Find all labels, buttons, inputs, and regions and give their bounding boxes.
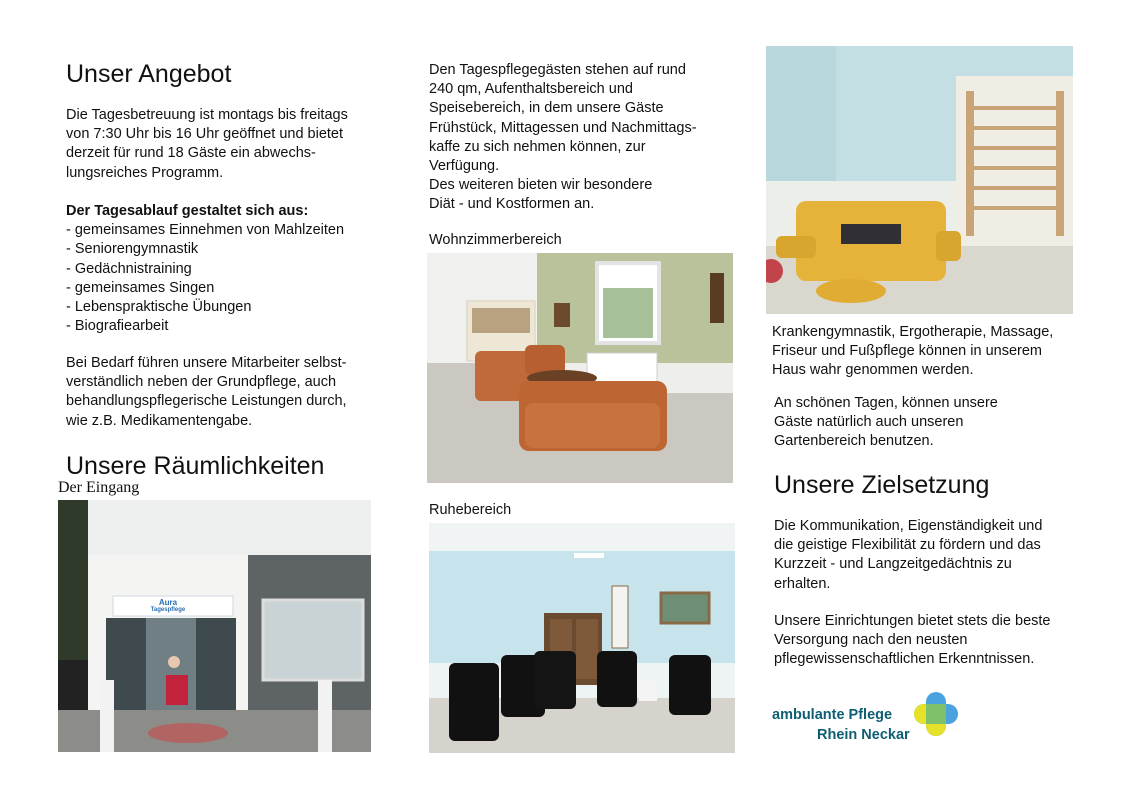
list-item: - Biografiearbeit bbox=[66, 318, 169, 335]
tagesablauf-section bbox=[66, 202, 396, 336]
logo-line2: Rhein Neckar bbox=[817, 727, 910, 743]
list-item: - Gedächnistraining bbox=[66, 260, 192, 277]
heading-zielsetzung: Unsere Zielsetzung bbox=[774, 471, 990, 499]
list-item: - Seniorengymnastik bbox=[66, 241, 199, 258]
entrance-sign bbox=[138, 599, 198, 614]
heading-unser-angebot: Unser Angebot bbox=[66, 60, 232, 88]
bedarf-text: Bei Bedarf führen unsere Mitarbeiter selbst- verständlich neben der Grundpflege, auch behandlungspflegerische Leistungen durch, wie z.B. Medikamentengabe. bbox=[66, 355, 347, 429]
heading-raeumlichkeiten: Unsere Räumlichkeiten bbox=[66, 452, 325, 480]
therapie-text: Krankengymnastik, Ergotherapie, Massage, Friseur und Fußpflege können in unserem Haus wahr genommen werden. bbox=[772, 324, 1054, 379]
garten-text: An schönen Tagen, können unsere Gäste natürlich auch unseren Gartenbereich benutzen. bbox=[774, 395, 998, 450]
wohnzimmer-caption: Wohnzimmerbereich bbox=[429, 232, 562, 248]
list-item: - gemeinsames Einnehmen von Mahlzeiten bbox=[66, 222, 345, 239]
zielsetzung-text-1: Die Kommunikation, Eigenständigkeit und die geistige Flexibilität zu fördern und das Kurzzeit - und Langzeitgedächtnis zu erhalten. bbox=[774, 518, 1043, 592]
ruhe-caption: Ruhebereich bbox=[429, 502, 512, 518]
living-room-photo bbox=[427, 253, 733, 483]
logo-cross-icon bbox=[912, 690, 960, 738]
entrance-sign-name: Aura bbox=[158, 598, 178, 607]
logo-line1: ambulante Pflege bbox=[772, 707, 893, 723]
flaeche-text: Den Tagespflegegästen stehen auf rund 240 qm, Aufenthaltsbereich und Speisebereich, in dem unsere Gäste Frühstück, Mittagessen und Nachmittags- kaffe zu sich nehmen können, zur Verfügung. Des weiteren bieten wir besondere Diät - und Kostformen an. bbox=[429, 62, 697, 213]
entrance-sign-sub: Tagespflege bbox=[150, 607, 186, 613]
therapy-room-photo bbox=[766, 46, 1073, 314]
list-item: - Lebenspraktische Übungen bbox=[66, 299, 252, 316]
list-item: - gemeinsames Singen bbox=[66, 279, 215, 296]
zielsetzung-text-2: Unsere Einrichtungen bietet stets die beste Versorgung nach den neusten pflegewissenschaftlichen Erkenntnissen. bbox=[774, 613, 1051, 668]
logo bbox=[772, 690, 972, 750]
tagesablauf-list bbox=[66, 221, 396, 336]
eingang-caption: Der Eingang bbox=[58, 479, 140, 496]
entrance-photo bbox=[58, 500, 371, 752]
tagesablauf-heading: Der Tagesablauf gestaltet sich aus: bbox=[66, 203, 309, 219]
rest-room-photo bbox=[429, 523, 735, 753]
angebot-intro: Die Tagesbetreuung ist montags bis freitags von 7:30 Uhr bis 16 Uhr geöffnet und bietet derzeit für rund 18 Gäste ein abwechs- lungsreiches Programm. bbox=[66, 107, 348, 181]
